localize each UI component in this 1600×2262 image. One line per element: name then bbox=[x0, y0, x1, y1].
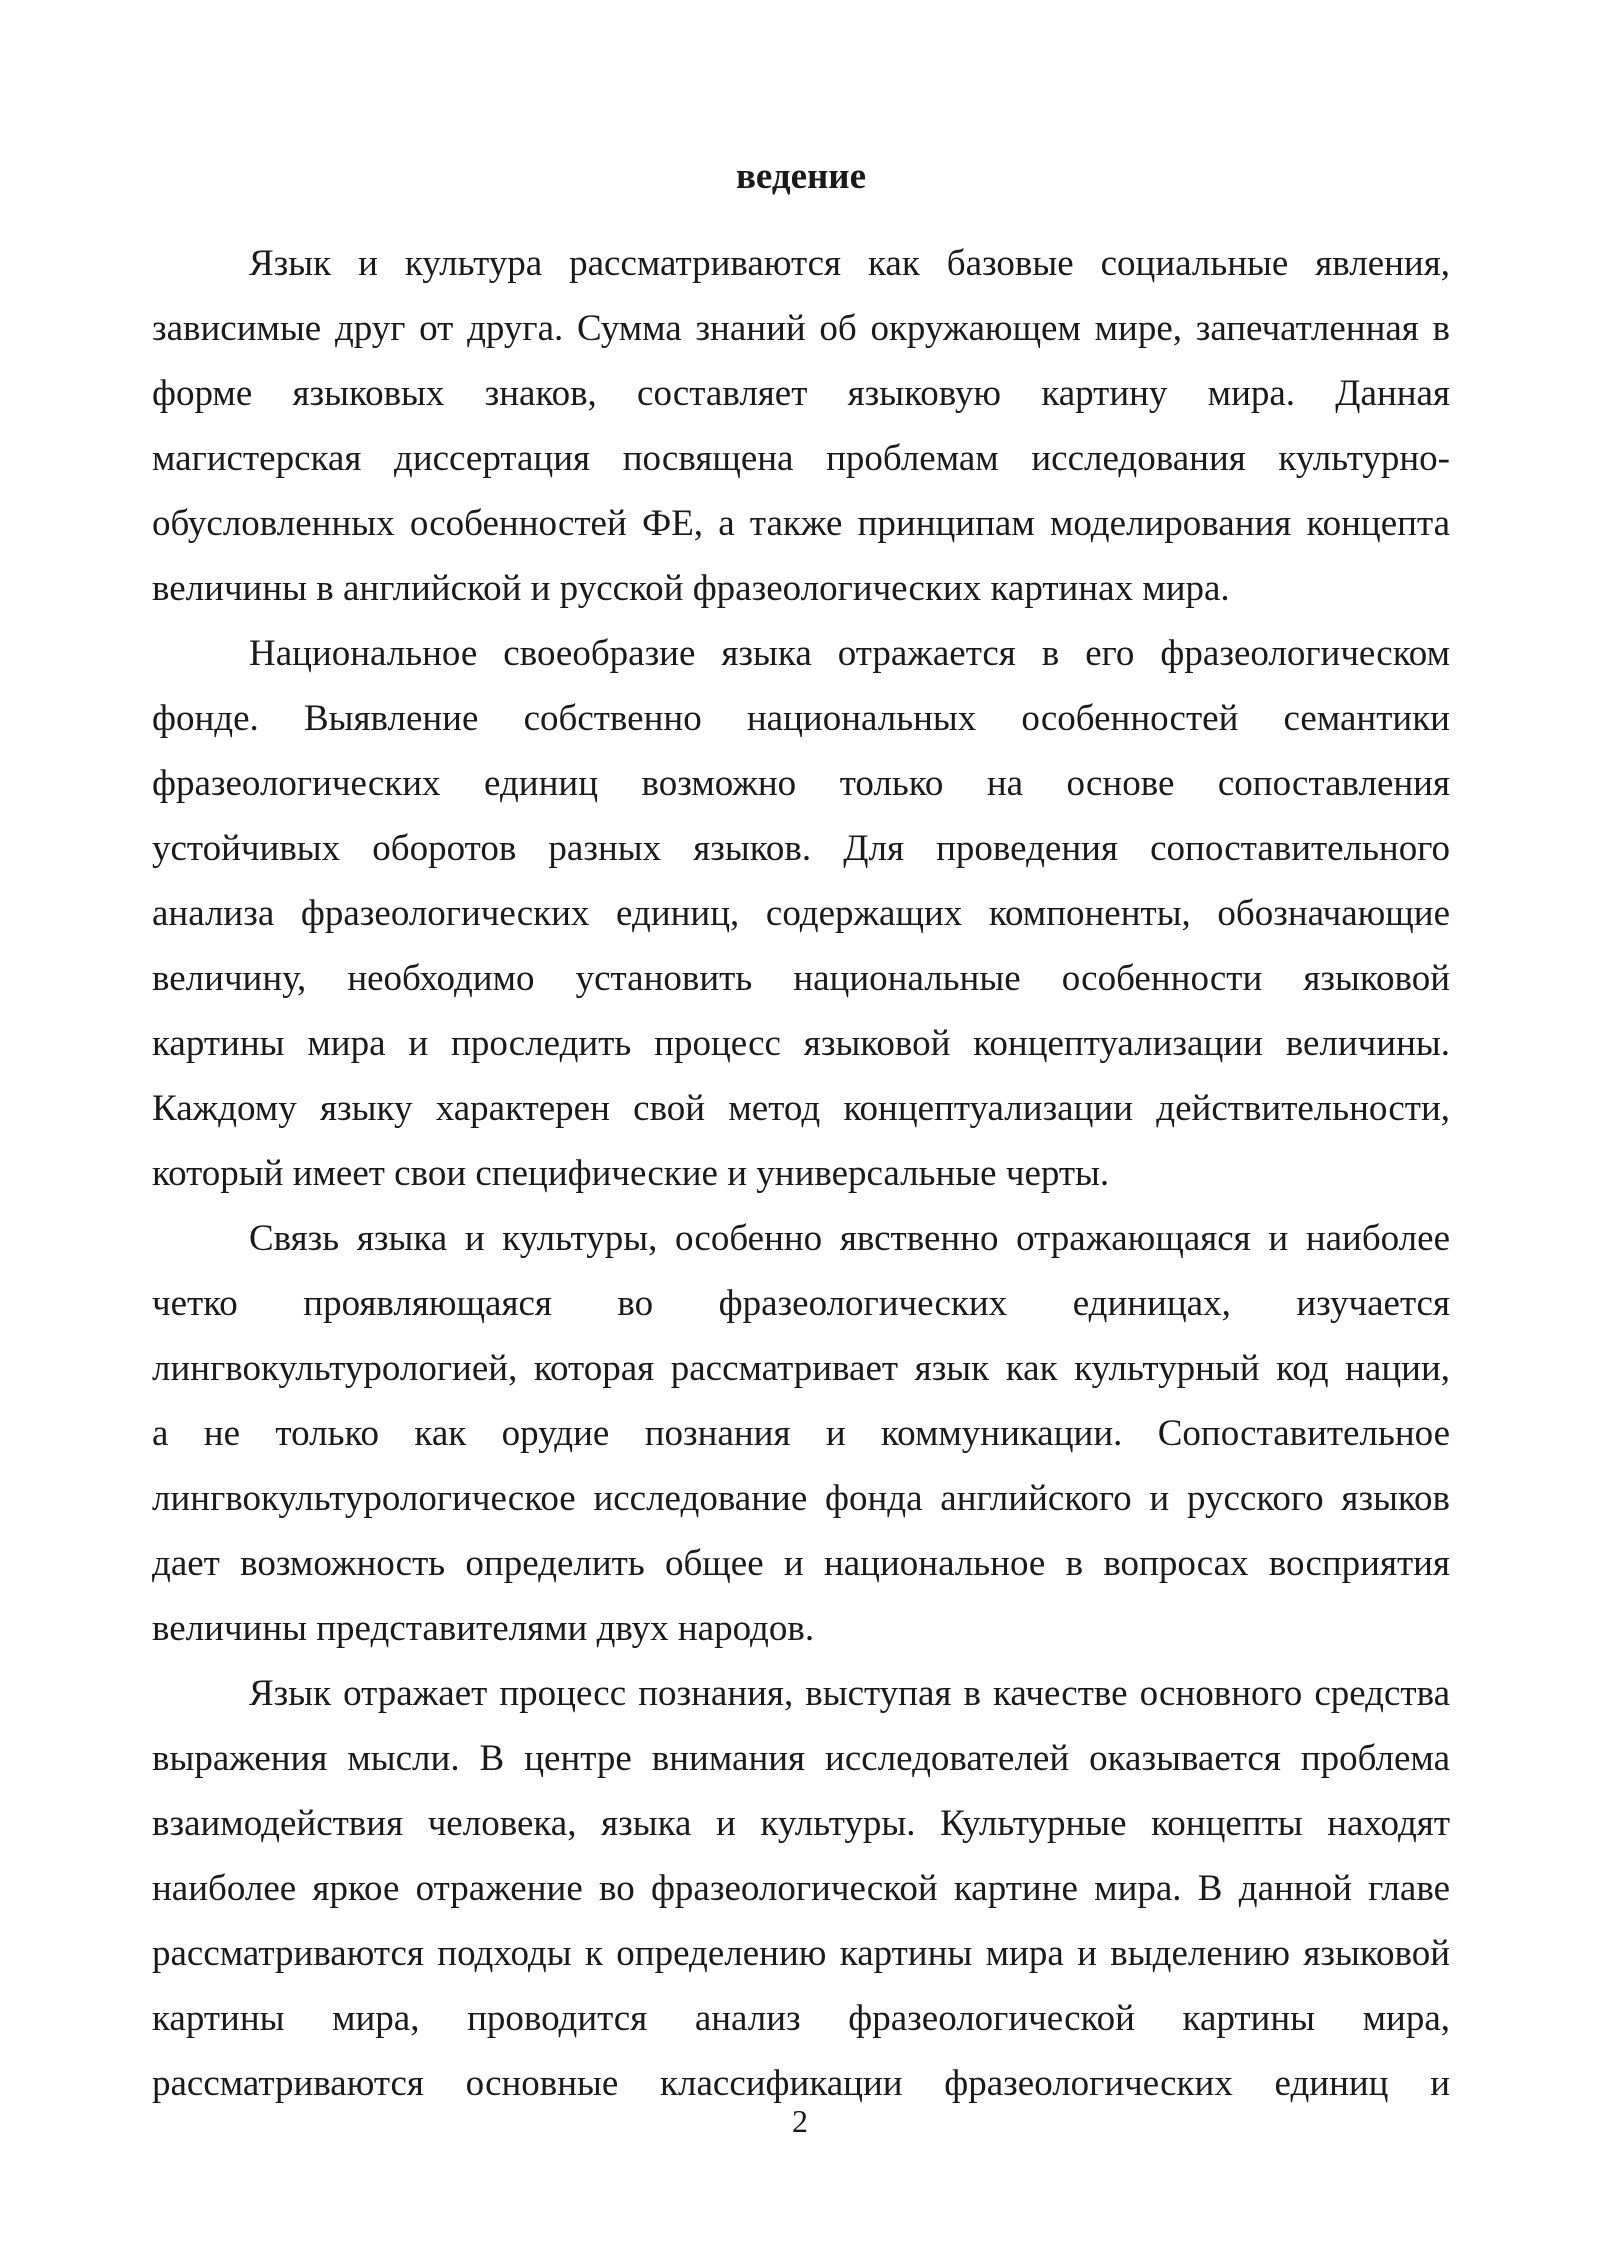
paragraph bbox=[152, 621, 1450, 1206]
paragraph-line: устойчивых оборотов разных языков. Для проведения сопоставительного bbox=[152, 828, 1450, 869]
paragraph-line: Язык и культура рассматриваются как базовые социальные явления, bbox=[249, 243, 1450, 284]
paragraph-line: величину, необходимо установить национальные особенности языковой bbox=[152, 958, 1450, 999]
paragraph-line: взаимодействия человека, языка и культуры. Культурные концепты находят bbox=[152, 1803, 1450, 1844]
paragraph-line: лингвокультурологическое исследование фонда английского и русского языков bbox=[152, 1478, 1450, 1519]
paragraph-line: величины в английской и русской фразеологических картинах мира. bbox=[152, 568, 1230, 609]
paragraph-line: рассматриваются основные классификации фразеологических единиц и bbox=[152, 2063, 1450, 2104]
paragraph-line: Каждому языку характерен свой метод концептуализации действительности, bbox=[152, 1088, 1450, 1129]
page-number: 2 bbox=[792, 2103, 808, 2139]
paragraph-line: рассматриваются подходы к определению картины мира и выделению языковой bbox=[152, 1933, 1450, 1974]
paragraph-line: картины мира и проследить процесс языковой концептуализации величины. bbox=[152, 1023, 1450, 1064]
paragraph-line: фонде. Выявление собственно национальных особенностей семантики bbox=[152, 698, 1450, 739]
paragraph-line: форме языковых знаков, составляет языковую картину мира. Данная bbox=[152, 373, 1450, 414]
paragraph-line: Язык отражает процесс познания, выступая в качестве основного средства bbox=[249, 1673, 1450, 1714]
paragraph-line: лингвокультурологией, которая рассматривает язык как культурный код нации, bbox=[152, 1348, 1450, 1389]
paragraph-line: зависимые друг от друга. Сумма знаний об окружающем мире, запечатленная в bbox=[152, 308, 1450, 349]
paragraph-line: Связь языка и культуры, особенно явственно отражающаяся и наиболее bbox=[249, 1218, 1450, 1259]
paragraph-line: картины мира, проводится анализ фразеологической картины мира, bbox=[152, 1998, 1450, 2039]
paragraph-line: фразеологических единиц возможно только на основе сопоставления bbox=[152, 763, 1450, 804]
paragraph-line: а не только как орудие познания и коммуникации. Сопоставительное bbox=[152, 1413, 1450, 1454]
paragraph-line: магистерская диссертация посвящена проблемам исследования культурно- bbox=[152, 438, 1450, 479]
paragraph bbox=[152, 231, 1450, 621]
page-body bbox=[152, 144, 1450, 2116]
paragraph bbox=[152, 1661, 1450, 2116]
paragraph-line: наиболее яркое отражение во фразеологической картине мира. В данной главе bbox=[152, 1868, 1450, 1909]
paragraph-line: обусловленных особенностей ФЕ, а также принципам моделирования концепта bbox=[152, 503, 1450, 544]
paragraph-line: анализа фразеологических единиц, содержащих компоненты, обозначающие bbox=[152, 893, 1450, 934]
paragraph-line: величины представителями двух народов. bbox=[152, 1608, 815, 1649]
paragraph-line: выражения мысли. В центре внимания исследователей оказывается проблема bbox=[152, 1738, 1450, 1779]
section-heading: ведение bbox=[735, 156, 867, 197]
paragraph-line: дает возможность определить общее и национальное в вопросах восприятия bbox=[152, 1543, 1450, 1584]
paragraph-line: который имеет свои специфические и универсальные черты. bbox=[152, 1153, 1110, 1194]
paragraph-line: Национальное своеобразие языка отражается в его фразеологическом bbox=[249, 633, 1450, 674]
paragraph bbox=[152, 1206, 1450, 1661]
paragraph-line: четко проявляющаяся во фразеологических единицах, изучается bbox=[152, 1283, 1450, 1324]
